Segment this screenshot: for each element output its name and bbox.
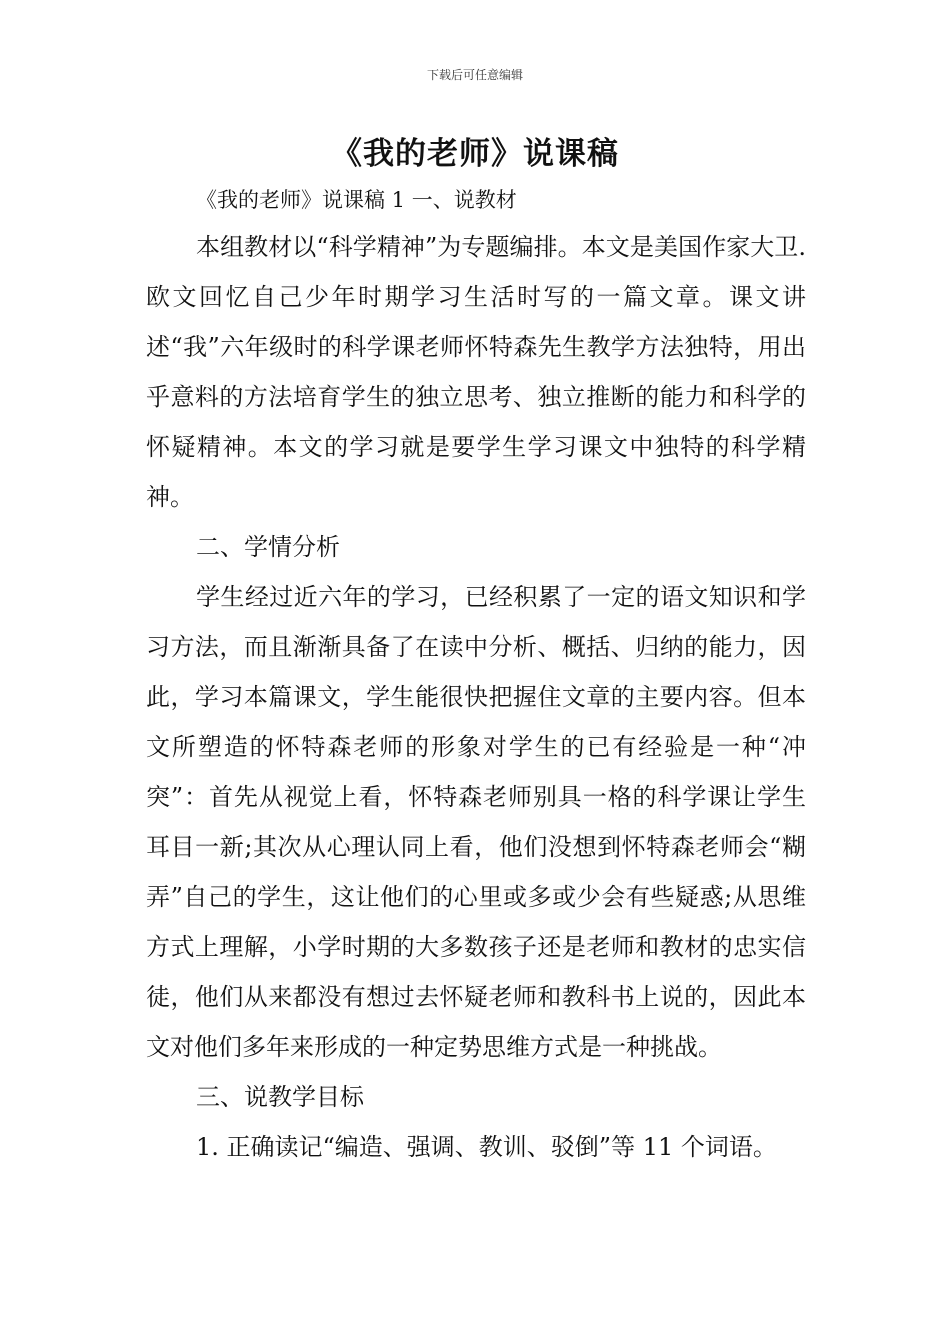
paragraph-teaching-material: 本组教材以“科学精神”为专题编排。本文是美国作家大卫. 欧文回忆自己少年时期学习生活时写的一篇文章。课文讲述“我”六年级时的科学课老师怀特森先生教学方法独特，用出乎意料的方法培育学生的独立思考、独立推断的能力和科学的怀疑精神。本文的学习就是要学生学习课文中独特的科学精神。 — [146, 233, 806, 511]
document-title: 《我的老师》说课稿 — [331, 136, 619, 172]
subtitle-line: 《我的老师》说课稿 1 一、说教材 — [196, 188, 517, 212]
document-body — [146, 182, 806, 1172]
paragraph-student-analysis: 学生经过近六年的学习，已经积累了一定的语文知识和学习方法，而且渐渐具备了在读中分析、概括、归纳的能力，因此，学习本篇课文，学生能很快把握住文章的主要内容。但本文所塑造的怀特森老师的形象对学生的已有经验是一种“冲突”：首先从视觉上看，怀特森老师别具一格的科学课让学生耳目一新;其次从心理认同上看，他们没想到怀特森老师会“糊弄”自己的学生，这让他们的心里或多或少会有些疑惑;从思维方式上理解，小学时期的大多数孩子还是老师和教材的忠实信徒，他们从来都没有想过去怀疑老师和教科书上说的，因此本文对他们多年来形成的一种定势思维方式是一种挑战。 — [146, 583, 806, 1061]
section-heading-student-analysis: 二、学情分析 — [196, 533, 340, 561]
section-heading-teaching-goals: 三、说教学目标 — [196, 1083, 364, 1111]
list-item: 1. 正确读记“编造、强调、教训、驳倒”等 11 个词语。 — [196, 1133, 777, 1161]
header-note: 下载后可任意编辑 — [426, 68, 523, 82]
